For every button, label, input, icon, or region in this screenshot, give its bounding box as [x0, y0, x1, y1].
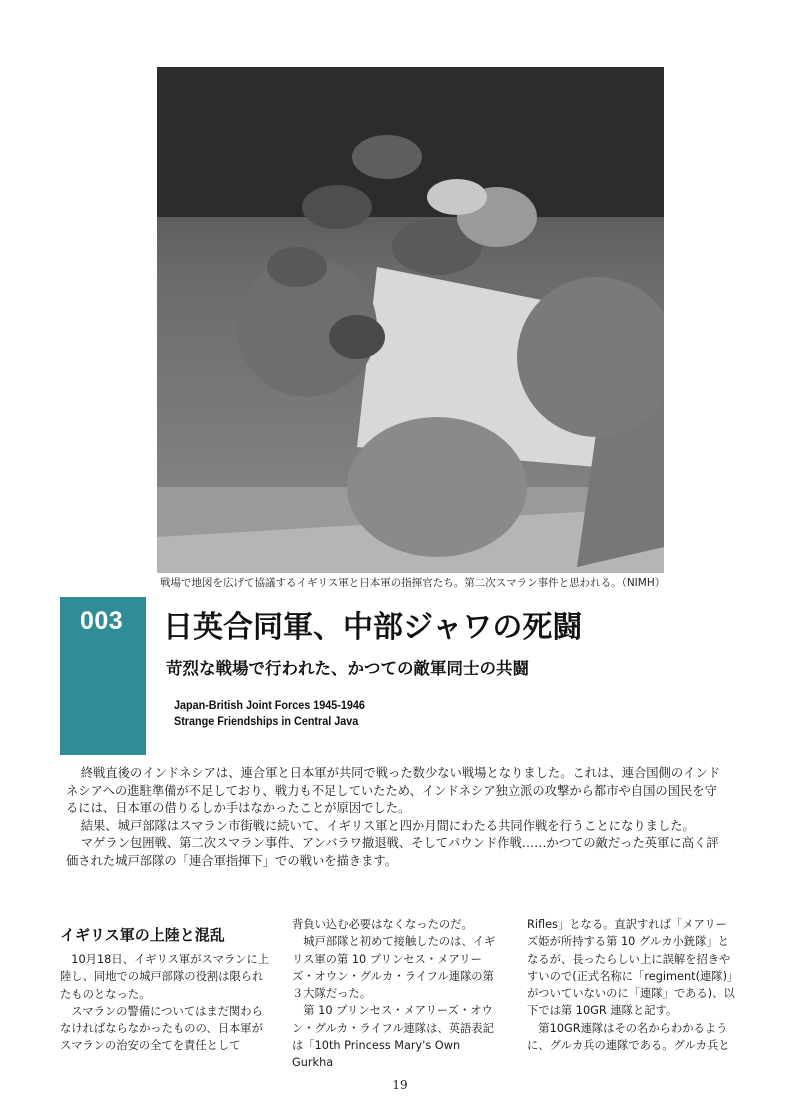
lead-paragraph: 結果、城戸部隊はスマラン市街戦に続いて、イギリス軍と四か月間にわたる共同作戦を行うことになりました。 — [80, 818, 695, 833]
body-paragraph: 第10GR連隊はその名からわかるように、グルカ兵の連隊である。グルカ兵と — [527, 1021, 730, 1053]
body-paragraph: 城戸部隊と初めて接触したのは、イギリス軍の第 10 プリンセス・メアリーズ・オウン・グルカ・ライフル連隊の第３大隊だった。 — [292, 935, 496, 1001]
lead-paragraph: 終戦直後のインドネシアは、連合軍と日本軍が共同で戦った数少ない戦場となりました。これは、連合国側のインドネシアへの進駐準備が不足しており、戦力も不足していたため、インドネシア独立派の攻撃から都市や自国の国民を守るには、日本軍の借りるしか手はなかったことが原因でした。 — [66, 766, 721, 815]
photo — [157, 67, 664, 573]
english-title-line-2: Strange Friendships in Central Java — [174, 714, 359, 728]
photo-caption: 戦場で地図を広げて協議するイギリス軍と日本軍の指揮官たち。第二次スマラン事件と思われる。（NIMH） — [160, 577, 666, 589]
english-title-line-1: Japan-British Joint Forces 1945-1946 — [174, 698, 365, 712]
body-paragraph: 背負い込む必要はなくなったのだ。 — [292, 918, 473, 931]
section-number-box — [60, 597, 146, 755]
section-number: 003 — [80, 607, 124, 635]
body-paragraph: 第 10 プリンセス・メアリーズ・オウン・グルカ・ライフル連隊は、英語表記は「10th Princess Mary's Own Gurkha — [292, 1004, 494, 1070]
photo-soldiers-map — [157, 67, 664, 573]
lead-paragraph: マゲラン包囲戦、第二次スマラン事件、アンバラワ撤退戦、そしてパウンド作戦……かつての敵だった英軍に高く評価された城戸部隊の「連合軍指揮下」での戦いを描きます。 — [66, 836, 719, 868]
body-paragraph: スマランの警備についてはまだ関わらなければならなかったものの、日本軍がスマランの治安の全てを責任として — [60, 1004, 263, 1053]
body-paragraph: 10月18日、イギリス軍がスマランに上陸し、同地での城戸部隊の役割は限られたものとなった。 — [60, 953, 270, 1001]
section-title: 日英合同軍、中部ジャワの死闘 — [163, 610, 583, 645]
body-paragraph: Rifles」となる。直訳すれば「メアリーズ姫が所持する第 10 グルカ小銃隊」となるが、長ったらしい上に誤解を招きやすいので(正式名称に「regiment(連隊)」がついていないのに「連隊」である)、以下では第 10GR 連隊と記す。 — [527, 918, 735, 1018]
body-heading: イギリス軍の上陸と混乱 — [60, 926, 225, 944]
english-title — [174, 697, 365, 729]
body-column-1 — [60, 925, 272, 1055]
lead-text — [66, 765, 726, 870]
body-column-2 — [292, 916, 502, 1072]
body-column-3 — [527, 916, 737, 1054]
page-number: 19 — [392, 1078, 408, 1092]
section-subtitle: 苛烈な戦場で行われた、かつての敵軍同士の共闘 — [166, 659, 529, 678]
